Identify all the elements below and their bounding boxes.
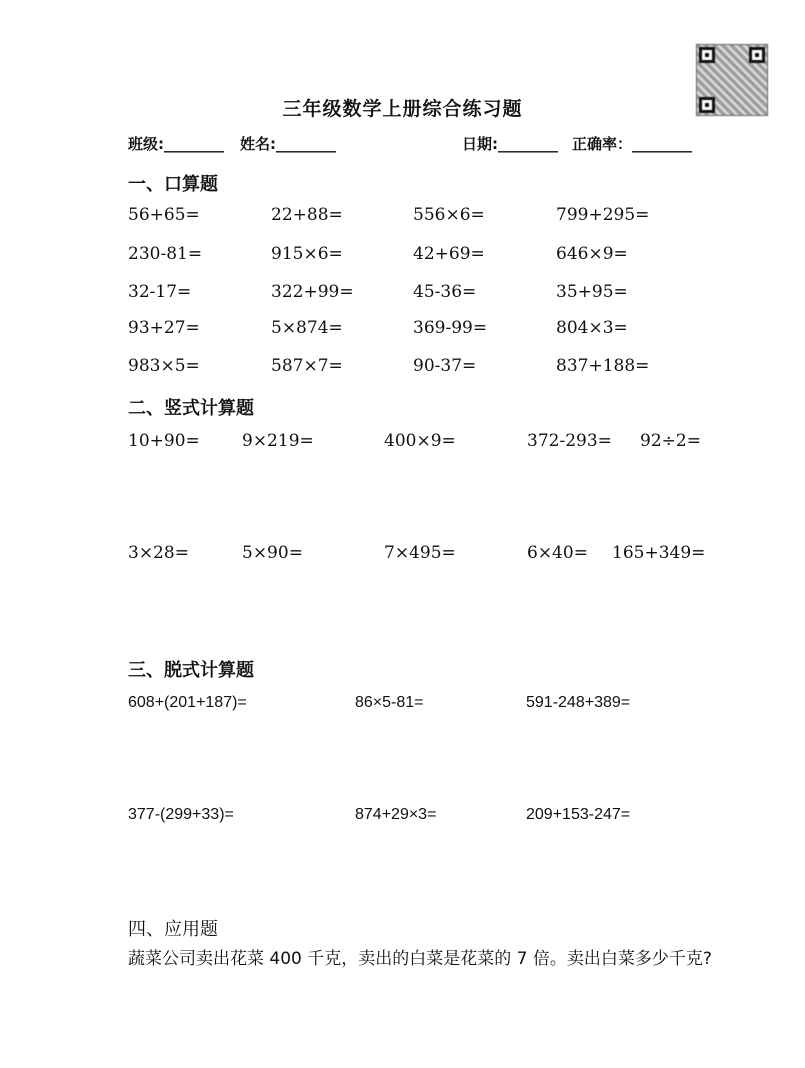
oral-problem: 587×7= (271, 356, 343, 376)
vertical-problem: 400×9= (384, 431, 456, 451)
oral-problem: 5×874= (271, 318, 343, 338)
oral-problem: 32-17= (128, 282, 192, 302)
oral-problem: 837+188= (556, 356, 650, 376)
oral-problem: 93+27= (128, 318, 200, 338)
vertical-problem: 372-293= (527, 431, 612, 451)
vertical-problem: 92÷2= (640, 431, 701, 451)
step-problem: 608+(201+187)= (128, 694, 247, 711)
vertical-problem: 10+90= (128, 431, 200, 451)
oral-problem: 90-37= (413, 356, 477, 376)
vertical-problem: 5×90= (242, 543, 303, 563)
vertical-problem: 6×40= (527, 543, 588, 563)
oral-problem: 556×6= (413, 205, 485, 225)
worksheet-title: 三年级数学上册综合练习题 (282, 98, 523, 120)
oral-problem: 56+65= (128, 205, 200, 225)
vertical-problem: 165+349= (612, 543, 706, 563)
qr-finder-top-right (749, 47, 765, 63)
oral-problem: 22+88= (271, 205, 343, 225)
date-field: 日期:________ (462, 135, 558, 153)
name-field: 姓名:________ (240, 135, 336, 153)
section-step-calculation-heading: 三、脱式计算题 (128, 660, 254, 681)
step-problem: 86×5-81= (355, 694, 424, 711)
qr-finder-top-left (699, 47, 715, 63)
oral-problem: 42+69= (413, 244, 485, 264)
oral-problem: 322+99= (271, 282, 354, 302)
vertical-problem: 3×28= (128, 543, 189, 563)
oral-problem: 804×3= (556, 318, 628, 338)
word-problem-text: 蔬菜公司卖出花菜 400 千克，卖出的白菜是花菜的 7 倍。卖出白菜多少千克? (128, 949, 712, 969)
section-word-problem-heading: 四、应用题 (128, 919, 218, 940)
oral-problem: 230-81= (128, 244, 203, 264)
step-problem: 591-248+389= (526, 694, 631, 711)
oral-problem: 915×6= (271, 244, 343, 264)
step-problem: 377-(299+33)= (128, 806, 234, 823)
oral-problem: 35+95= (556, 282, 628, 302)
vertical-problem: 9×219= (242, 431, 314, 451)
class-field: 班级:________ (128, 135, 224, 153)
oral-problem: 646×9= (556, 244, 628, 264)
step-problem: 209+153-247= (526, 806, 631, 823)
step-problem: 874+29×3= (355, 806, 437, 823)
section-vertical-calculation-heading: 二、竖式计算题 (128, 398, 254, 419)
vertical-problem: 7×495= (384, 543, 456, 563)
oral-problem: 799+295= (556, 205, 650, 225)
section-oral-calculation-heading: 一、口算题 (128, 174, 218, 195)
oral-problem: 45-36= (413, 282, 477, 302)
oral-problem: 983×5= (128, 356, 200, 376)
oral-problem: 369-99= (413, 318, 488, 338)
accuracy-field: 正确率：________ (572, 135, 693, 153)
